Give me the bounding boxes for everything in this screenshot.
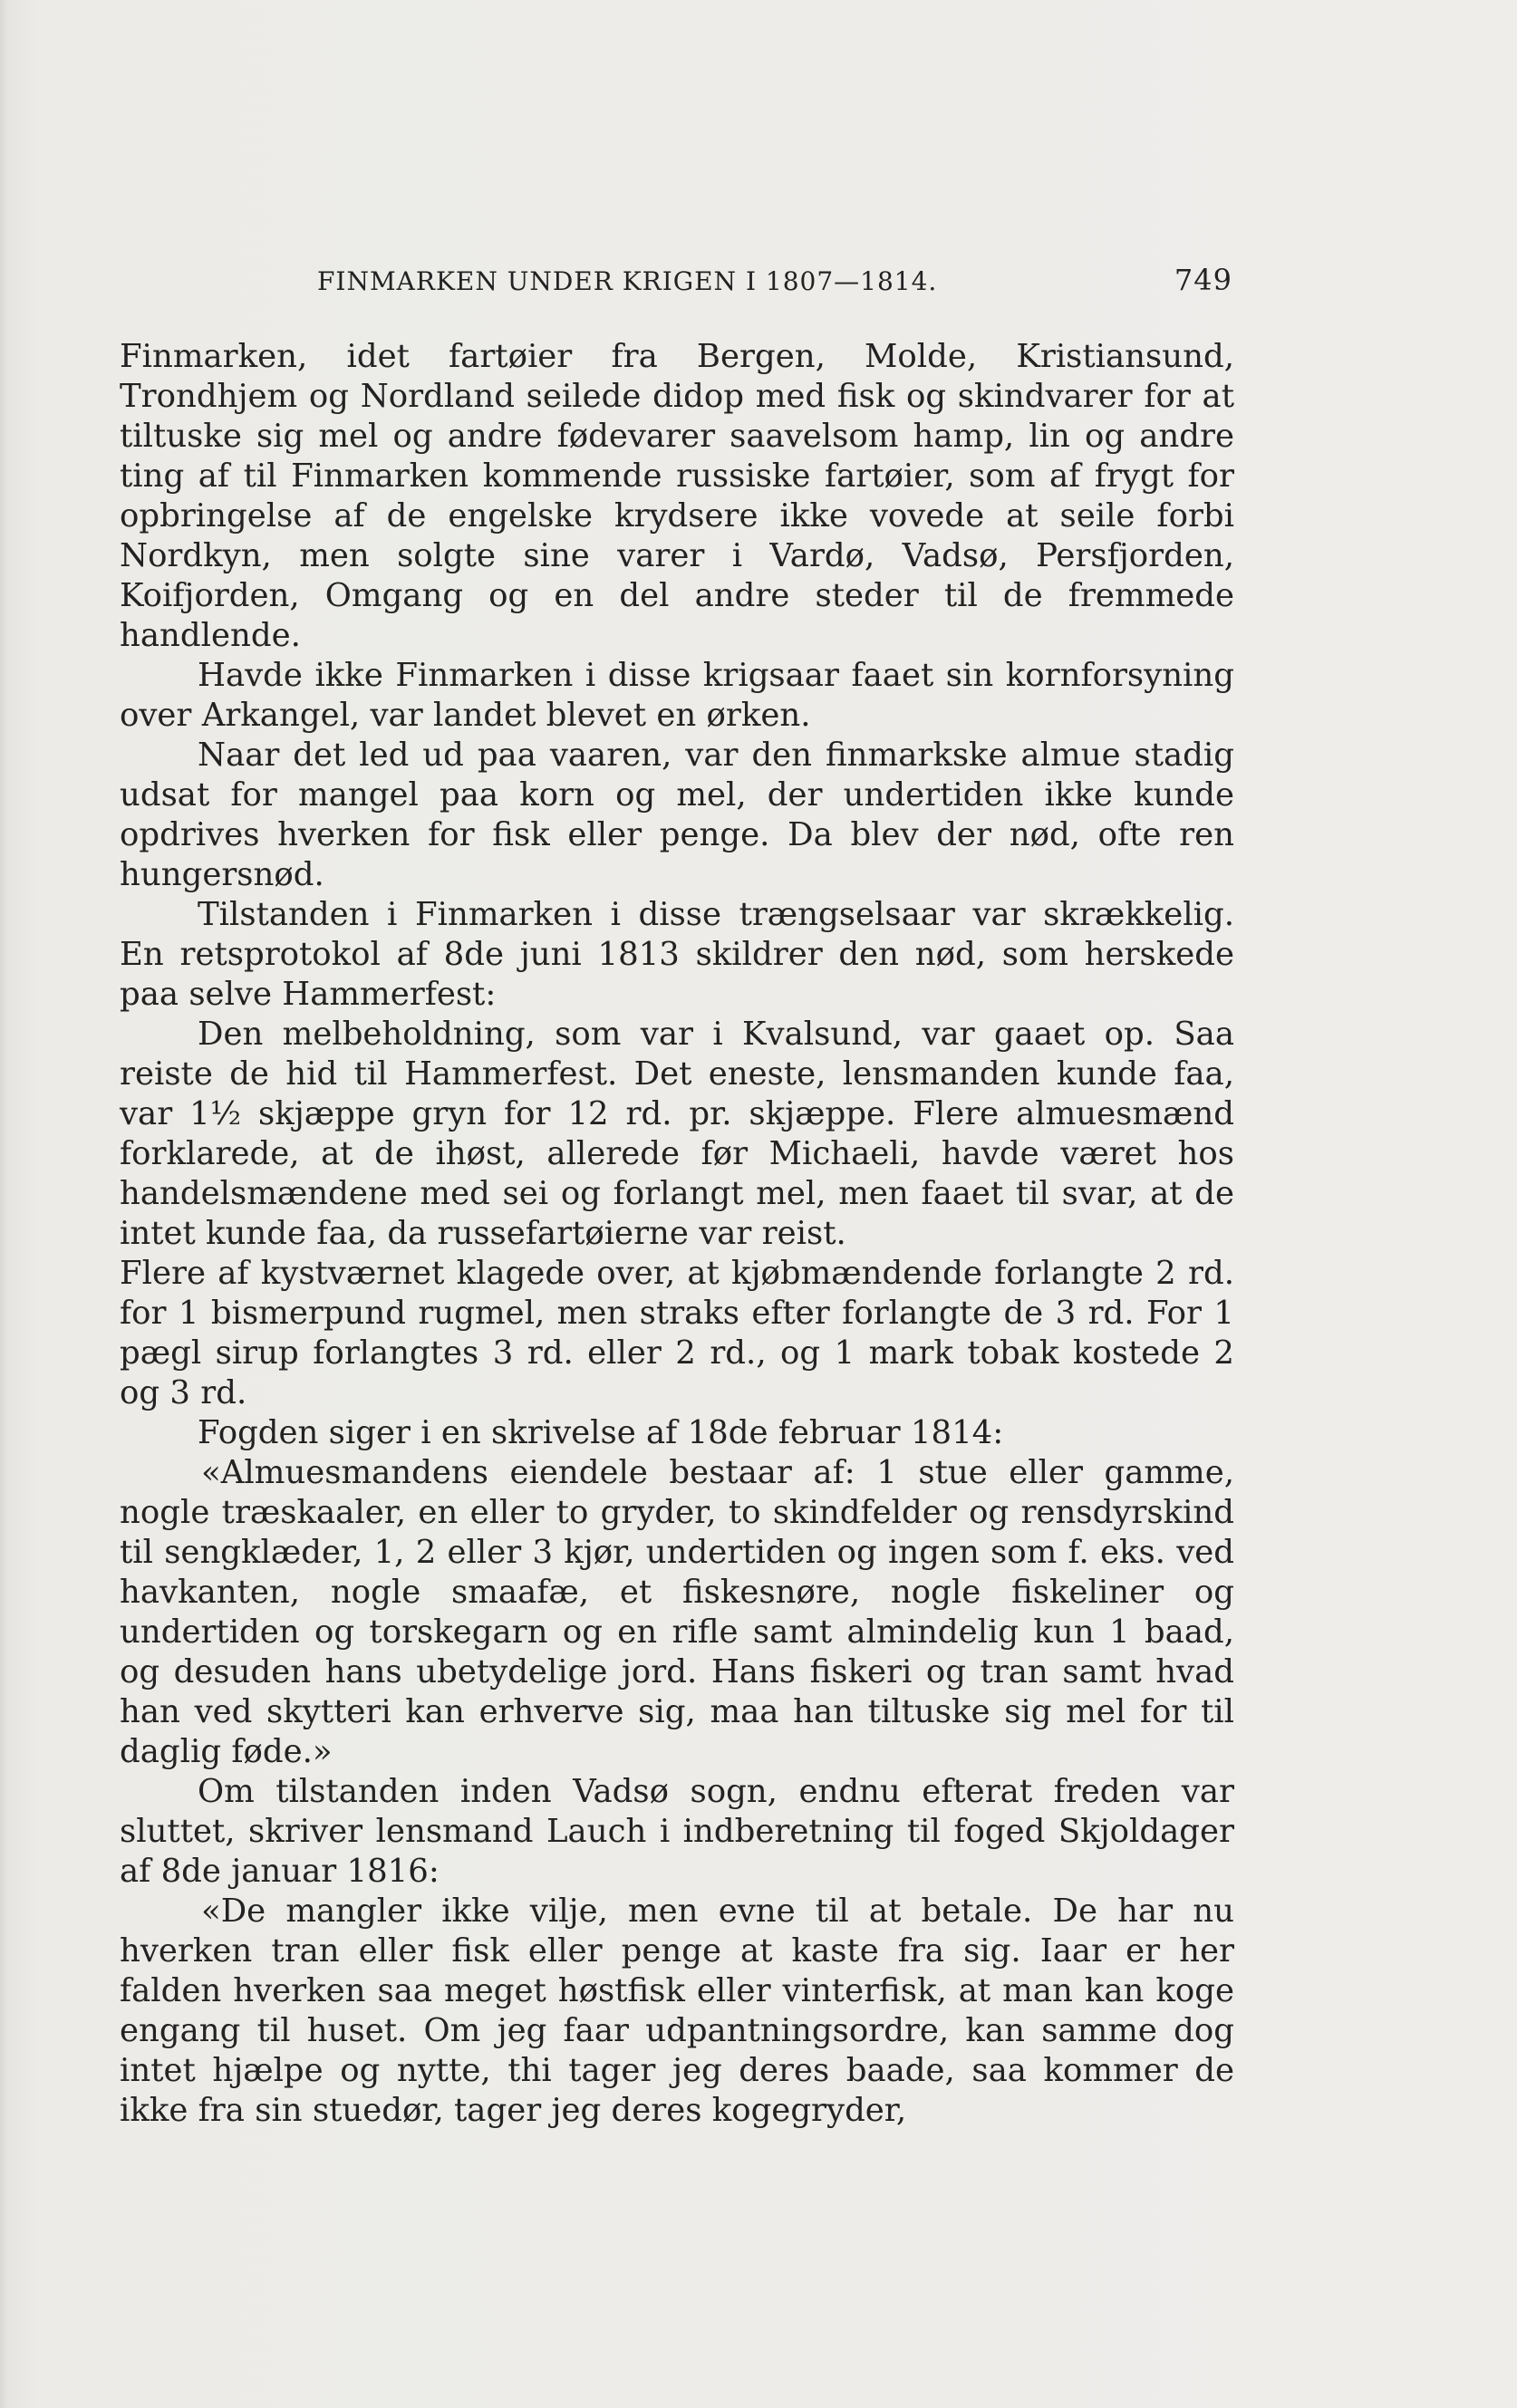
paragraph: Naar det led ud paa vaaren, var den finmarkske almue stadig udsat for mangel paa korn og mel, der undertiden ikke kunde opdrives hverken for fisk eller penge. Da blev der nød, ofte ren hungersnød.: [120, 737, 1234, 893]
body-text: [120, 337, 1234, 2131]
paragraph: Flere af kystværnet klagede over, at kjøbmændende forlangte 2 rd. for 1 bismerpund rugmel, men straks efter forlangte de 3 rd. For 1 pægl sirup forlangtes 3 rd. eller 2 rd., og 1 mark tobak kostede 2 og 3 rd.: [120, 1255, 1234, 1411]
running-title: FINMARKEN UNDER KRIGEN I 1807—1814.: [317, 266, 938, 296]
paragraph: Fogden siger i en skrivelse af 18de februar 1814:: [198, 1414, 1004, 1451]
paragraph: Om tilstanden inden Vadsø sogn, endnu efterat freden var sluttet, skriver lensmand Lauch i indberetning til foged Skjoldager af 8de januar 1816:: [120, 1773, 1234, 1890]
running-header: [317, 263, 1232, 297]
paragraph: Havde ikke Finmarken i disse krigsaar faaet sin kornforsyning over Arkangel, var landet blevet en ørken.: [120, 657, 1234, 734]
quotation: «Almuesmandens eiendele bestaar af: 1 stue eller gamme, nogle træskaaler, en eller to gryder, to skindfelder og rensdyrskind til sengklæder, 1, 2 eller 3 kjør, undertiden og ingen som f. eks. ved havkanten, nogle smaafæ, et fiskesnøre, nogle fiskeliner og undertiden og torskegarn og en rifle samt almindelig kun 1 baad, og desuden hans ubetydelige jord. Hans fiskeri og tran samt hvad han ved skytteri kan erhverve sig, maa han tiltuske sig mel for til daglig føde.»: [120, 1454, 1234, 1770]
paragraph: Tilstanden i Finmarken i disse trængselsaar var skrækkelig. En retsprotokol af 8de juni 1813 skildrer den nød, som herskede paa selve Hammerfest:: [120, 896, 1234, 1013]
paragraph: Finmarken, idet fartøier fra Bergen, Molde, Kristiansund, Trondhjem og Nordland seilede didop med fisk og skindvarer for at tiltuske sig mel og andre fødevarer saavelsom hamp, lin og andre ting af til Finmarken kommende russiske fartøier, som af frygt for opbringelse af de engelske krydsere ikke vovede at seile forbi Nordkyn, men solgte sine varer i Vardø, Vadsø, Persfjorden, Koifjorden, Omgang og en del andre steder til de fremmede handlende.: [120, 338, 1234, 654]
paragraph: Den melbeholdning, som var i Kvalsund, var gaaet op. Saa reiste de hid til Hammerfest. Det eneste, lensmanden kunde faa, var 1½ skjæppe gryn for 12 rd. pr. skjæppe. Flere almuesmænd forklarede, at de ihøst, allerede før Michaeli, havde været hos handelsmændene med sei og forlangt mel, men faaet til svar, at de intet kunde faa, da russefartøierne var reist.: [120, 1016, 1234, 1252]
quotation: «De mangler ikke vilje, men evne til at betale. De har nu hverken tran eller fisk eller penge at kaste fra sig. Iaar er her falden hverken saa meget høstfisk eller vinterfisk, at man kan koge engang til huset. Om jeg faar udpantningsordre, kan samme dog intet hjælpe og nytte, thi tager jeg deres baade, saa kommer de ikke fra sin stuedør, tager jeg deres kogegryder,: [120, 1893, 1234, 2129]
page-number: 749: [1174, 263, 1232, 297]
